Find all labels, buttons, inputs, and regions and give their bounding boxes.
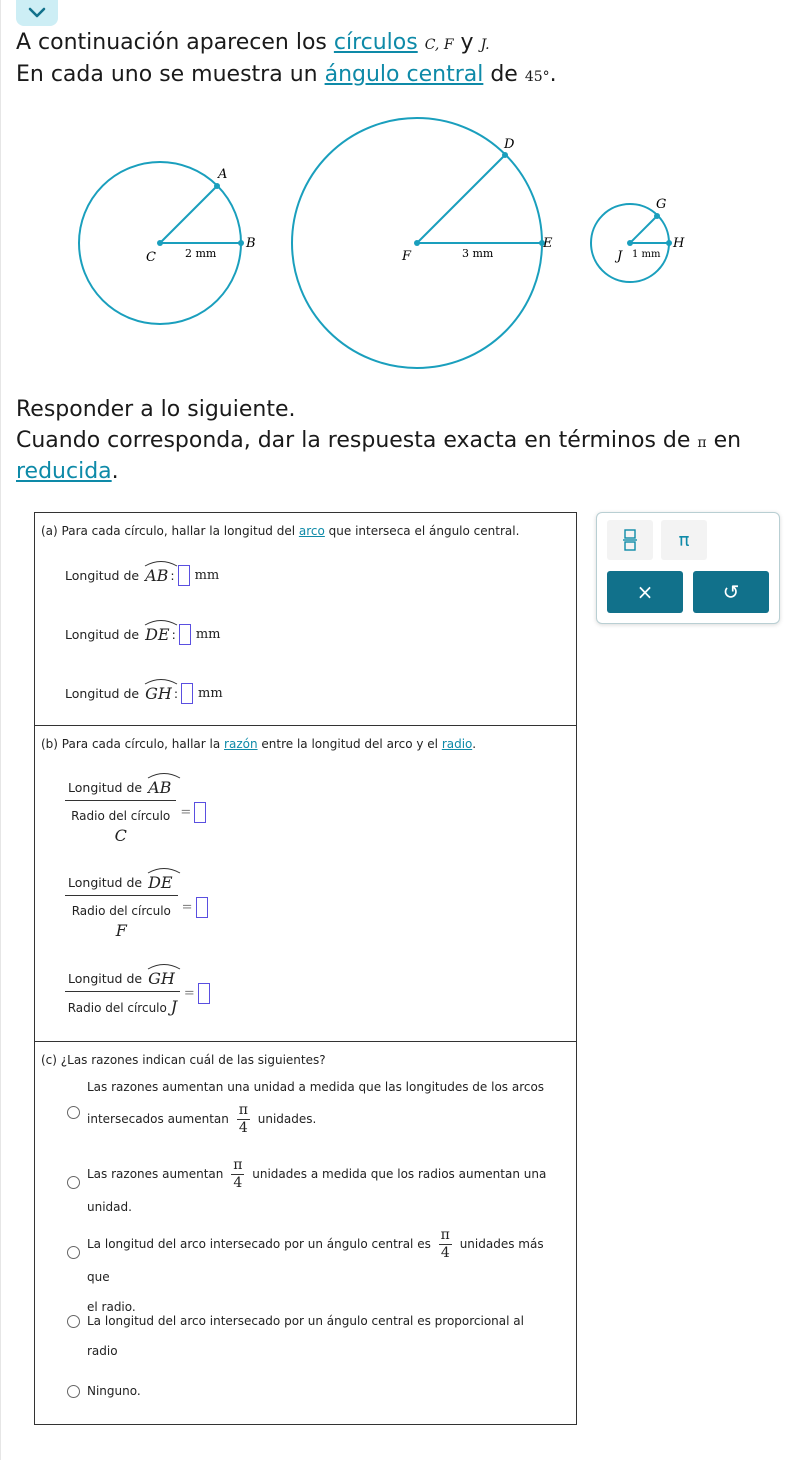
pi-numerator: π [440, 1227, 450, 1243]
pi-numerator: π [233, 1157, 243, 1173]
circle-name-last: J. [480, 37, 490, 53]
arc-ab [146, 778, 173, 797]
part-b [35, 726, 576, 1042]
answer-input-ab[interactable] [178, 565, 190, 586]
arc-de-label: DE [145, 625, 170, 644]
pi-button[interactable]: π [661, 520, 707, 560]
radio-button[interactable] [67, 1315, 80, 1328]
arc-ab-label: AB [145, 566, 169, 585]
circle-names: C, F [424, 37, 454, 53]
option-1-text[interactable] [87, 1072, 557, 1137]
pi-symbol: π [697, 435, 707, 451]
unit-mm: mm [194, 568, 220, 583]
arc-length-label: Longitud de [65, 627, 140, 642]
link-razon[interactable]: razón [224, 737, 258, 751]
circle-name: F [115, 921, 127, 940]
option-4-radio[interactable] [67, 1315, 80, 1328]
ratio-num-label: Longitud de [68, 875, 143, 890]
angle-value: 45° [524, 69, 550, 85]
arc-gh-label: GH [148, 969, 175, 988]
part-c-prompt: (c) ¿Las razones indican cuál de las siguientes? [41, 1053, 326, 1067]
ratio-den-label: Radio del círculo [67, 1001, 167, 1015]
circles-figure [0, 0, 805, 400]
option-2-line-1: Las razones aumentan [87, 1167, 224, 1181]
clear-button[interactable]: × [607, 571, 683, 613]
option-1-line-2: intersecados aumentan [87, 1112, 229, 1126]
option-2-text[interactable] [87, 1157, 557, 1222]
question-box [34, 512, 577, 1425]
ratio-fraction-c [65, 778, 176, 847]
part-c [35, 1042, 576, 1424]
link-arco[interactable]: arco [298, 524, 325, 538]
label-h: H [673, 236, 685, 251]
part-b-prompt-end: . [472, 737, 477, 751]
arc-length-row-gh: Longitud de GH : mm [65, 683, 223, 704]
option-2-radio[interactable] [67, 1176, 80, 1189]
label-a: A [218, 167, 228, 182]
ratio-numerator [65, 873, 178, 896]
radius-label-f: 3 mm [462, 247, 494, 260]
pi-numerator: π [238, 1102, 248, 1118]
label-b: B [246, 236, 256, 251]
option-3-line-1-end: unidades más que [87, 1237, 544, 1284]
option-5-radio[interactable] [67, 1385, 80, 1398]
math-toolbox [596, 512, 780, 624]
fraction-button[interactable] [607, 520, 653, 560]
ratio-num-label: Longitud de [68, 971, 143, 986]
instructions-text-end: en [706, 428, 742, 453]
label-f: F [402, 249, 412, 264]
intro-conj: y [453, 30, 481, 55]
pi-over-4 [237, 1102, 250, 1137]
option-1-line-2-end: unidades. [257, 1112, 317, 1126]
ratio-numerator [65, 969, 180, 992]
ratio-den-label: Radio del círculo [71, 904, 171, 918]
arc-gh-label: GH [145, 684, 172, 703]
option-1-radio[interactable] [67, 1106, 80, 1119]
option-5-text[interactable]: Ninguno. [87, 1384, 141, 1398]
arc-length-row-de: Longitud de DE : mm [65, 624, 220, 645]
label-d: D [504, 137, 515, 152]
ratio-denominator [71, 801, 170, 847]
answer-input-ratio-j[interactable] [198, 983, 210, 1004]
part-b-prompt-text: (b) Para cada círculo, hallar la [41, 737, 225, 751]
answer-input-ratio-c[interactable] [194, 802, 206, 823]
radius-label-c: 2 mm [185, 247, 217, 260]
arc-de-label: DE [148, 873, 173, 892]
pi-over-4 [439, 1227, 452, 1262]
equals-sign: = [181, 900, 193, 915]
part-b-prompt [41, 737, 476, 751]
answer-input-gh[interactable] [181, 683, 193, 704]
answer-input-ratio-f[interactable] [196, 897, 208, 918]
unit-mm: mm [198, 686, 223, 701]
denominator-4: 4 [440, 1245, 450, 1261]
ratio-fraction-f [65, 873, 178, 942]
arc-gh [143, 684, 174, 703]
equals-sign: = [183, 986, 195, 1001]
option-1-line-1: Las razones aumentan una unidad a medida que las longitudes de los arcos [87, 1080, 545, 1094]
arc-de [146, 873, 175, 892]
link-circulos[interactable]: círculos [333, 30, 418, 55]
instructions-line-1: Responder a lo siguiente. [16, 397, 296, 422]
label-e: E [543, 236, 553, 251]
option-3-line-1: La longitud del arco intersecado por un ángulo central es [87, 1237, 431, 1251]
part-a-prompt-text: (a) Para cada círculo, hallar la longitud del [41, 524, 299, 538]
intro-de: de [483, 62, 525, 87]
option-4-text[interactable]: La longitud del arco intersecado por un ángulo central es proporcional al radio [87, 1314, 524, 1358]
intro-text-2: En cada uno se muestra un [16, 62, 325, 87]
link-radio[interactable]: radio [441, 737, 473, 751]
arc-ab-label: AB [148, 778, 172, 797]
ratio-numerator [65, 778, 176, 801]
denominator-4: 4 [238, 1120, 248, 1136]
ratio-row-f [65, 873, 211, 942]
link-reducida[interactable]: reducida [16, 459, 112, 484]
ratio-row-j [65, 969, 213, 1018]
option-3-line-2: el radio. [87, 1300, 136, 1314]
equals-sign: = [180, 805, 192, 820]
circle-name: C [114, 826, 127, 845]
intro-text: A continuación aparecen los [16, 30, 334, 55]
ratio-fraction-j [65, 969, 180, 1018]
instructions-period: . [111, 459, 119, 484]
option-3-radio[interactable] [67, 1246, 80, 1259]
ratio-row-c [65, 778, 209, 847]
radio-button[interactable] [67, 1176, 80, 1189]
denominator-4: 4 [233, 1175, 243, 1191]
circle-name: J [170, 997, 178, 1016]
radio-button[interactable] [67, 1246, 80, 1259]
instructions-line-2 [16, 428, 741, 453]
ratio-den-label: Radio del círculo [71, 809, 171, 823]
arc-de [143, 625, 172, 644]
label-j: J [617, 249, 623, 264]
ratio-num-label: Longitud de [68, 780, 143, 795]
part-a-prompt-end: que interseca el ángulo central. [324, 524, 520, 538]
arc-length-row-ab: Longitud de AB : mm [65, 565, 219, 586]
arc-ab [143, 566, 170, 585]
intro-period: . [549, 62, 557, 87]
unit-mm: mm [195, 627, 221, 642]
ratio-denominator [68, 992, 177, 1018]
radius-label-j: 1 mm [632, 249, 661, 260]
instructions-line-3 [16, 459, 119, 484]
pi-over-4 [231, 1157, 244, 1192]
undo-button[interactable]: ↺ [693, 571, 769, 613]
option-2-line-2: unidad. [87, 1200, 132, 1214]
radio-button[interactable] [67, 1385, 80, 1398]
option-2-line-1-end: unidades a medida que los radios aumentan una [252, 1167, 547, 1181]
instructions-text: Cuando corresponda, dar la respuesta exacta en términos de [16, 428, 698, 453]
label-c: C [146, 250, 156, 265]
fraction-icon [623, 529, 637, 551]
arc-length-label: Longitud de [65, 686, 140, 701]
part-b-prompt-mid: entre la longitud del arco y el [257, 737, 442, 751]
link-angulo-central[interactable]: ángulo central [324, 62, 484, 87]
part-a [35, 513, 576, 726]
arc-gh [146, 969, 177, 988]
answer-input-de[interactable] [179, 624, 191, 645]
ratio-denominator [72, 896, 171, 942]
label-g: G [656, 197, 667, 212]
arc-length-label: Longitud de [65, 568, 140, 583]
radio-button[interactable] [67, 1106, 80, 1119]
part-a-prompt [41, 524, 519, 538]
